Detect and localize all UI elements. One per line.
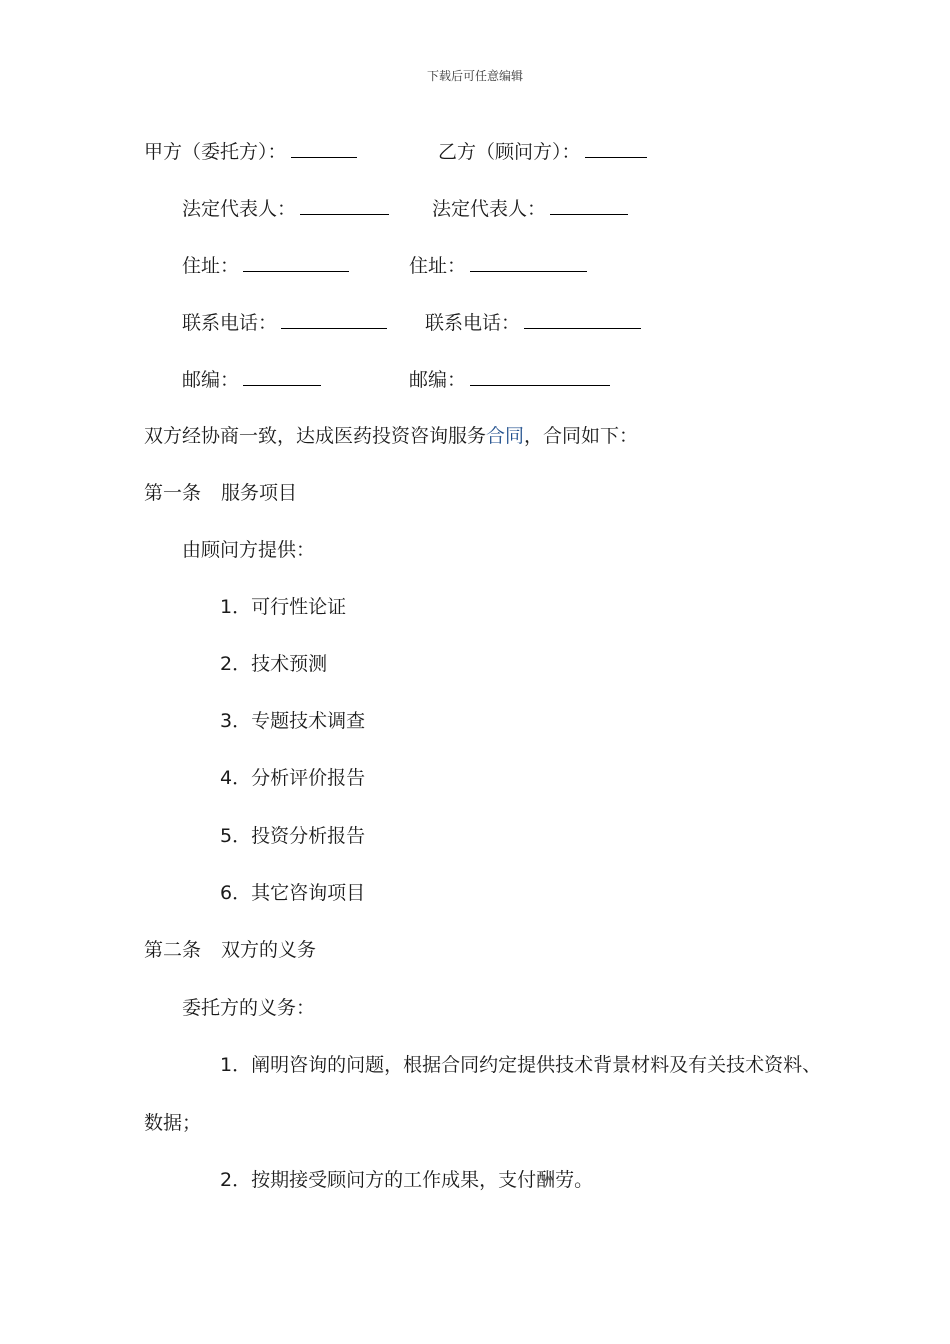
party-b-label: 乙方（顾问方）： (438, 141, 581, 163)
phone-a-label: 联系电话： (182, 312, 278, 334)
list-item: 2．按期接受顾问方的工作成果，支付酬劳。 (220, 1169, 594, 1191)
phone-b-field (425, 310, 641, 335)
article-2-title: 双方的义务 (221, 939, 317, 961)
postcode-a-field (182, 367, 321, 392)
address-a-blank[interactable] (243, 253, 349, 272)
legal-rep-a-label: 法定代表人： (182, 198, 297, 220)
list-item: 4．分析评价报告 (220, 767, 366, 789)
legal-rep-b-label: 法定代表人： (432, 198, 547, 220)
article-2-heading (144, 938, 316, 962)
phone-a-field (182, 310, 387, 335)
party-a-blank[interactable] (291, 139, 357, 158)
legal-rep-b-field (432, 196, 628, 221)
phone-a-blank[interactable] (281, 310, 387, 329)
list-item: 5．投资分析报告 (220, 825, 366, 847)
article-1-lead: 由顾问方提供： (182, 539, 316, 561)
article-2-number: 第二条 (144, 939, 202, 961)
contract-link[interactable]: 合同 (486, 425, 525, 447)
list-item: 2．技术预测 (220, 653, 328, 675)
article-1-title: 服务项目 (221, 482, 298, 504)
address-b-field (409, 253, 587, 278)
article-1-heading (144, 481, 297, 505)
postcode-b-label: 邮编： (409, 369, 467, 391)
address-b-blank[interactable] (470, 253, 587, 272)
postcode-b-blank[interactable] (470, 367, 610, 386)
postcode-a-blank[interactable] (243, 367, 321, 386)
address-a-label: 住址： (182, 255, 240, 277)
party-a-field (144, 139, 357, 164)
postcode-b-field (409, 367, 610, 392)
phone-b-label: 联系电话： (425, 312, 521, 334)
page-header: 下载后可任意编辑 (426, 69, 523, 83)
legal-rep-b-blank[interactable] (550, 196, 628, 215)
intro-text: 双方经协商一致，达成医药投资咨询服务 (144, 425, 487, 447)
list-item: 1．阐明咨询的问题，根据合同约定提供技术背景材料及有关技术资料、 (220, 1054, 822, 1076)
article-1-number: 第一条 (144, 482, 202, 504)
party-b-field (438, 139, 647, 164)
address-a-field (182, 253, 349, 278)
list-item: 1．可行性论证 (220, 596, 347, 618)
legal-rep-a-blank[interactable] (300, 196, 389, 215)
article-2-lead: 委托方的义务： (182, 997, 316, 1019)
list-item: 3．专题技术调查 (220, 710, 366, 732)
legal-rep-a-field (182, 196, 389, 221)
list-item-continuation: 数据； (144, 1112, 202, 1134)
intro-text-end: ，合同如下： (524, 425, 639, 447)
phone-b-blank[interactable] (524, 310, 641, 329)
list-item: 6．其它咨询项目 (220, 882, 366, 904)
intro-paragraph (144, 424, 638, 448)
party-a-label: 甲方（委托方）： (144, 141, 287, 163)
party-b-blank[interactable] (585, 139, 647, 158)
postcode-a-label: 邮编： (182, 369, 240, 391)
address-b-label: 住址： (409, 255, 467, 277)
